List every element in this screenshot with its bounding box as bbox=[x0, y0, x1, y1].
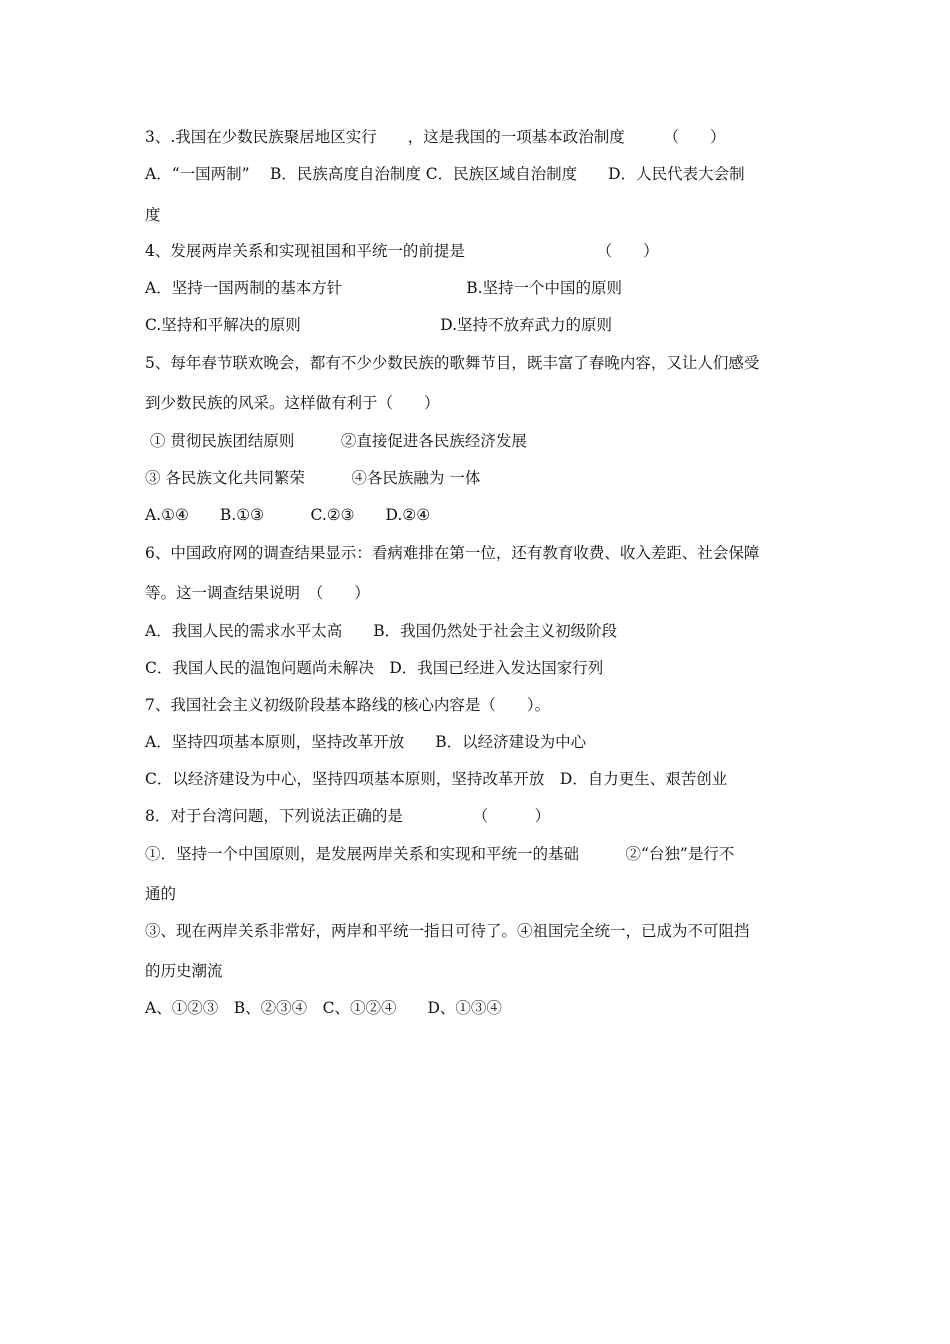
q5-stem: 5、每年春节联欢晚会，都有不少少数民族的歌舞节目，既丰富了春晚内容，又让人们感受 bbox=[145, 354, 760, 372]
q7-stem: 7、我国社会主义初级阶段基本路线的核心内容是（ ）。 bbox=[145, 696, 551, 714]
q6-stem-cont: 等。这一调查结果说明 （ ） bbox=[145, 584, 370, 602]
q4-stem: 4、发展两岸关系和实现祖国和平统一的前提是 （ ） bbox=[145, 242, 659, 260]
q8-statement-34: ③、现在两岸关系非常好，两岸和平统一指日可待了。④祖国完全统一，已成为不可阻挡 bbox=[145, 922, 750, 940]
q8-statement-12-cont: 通的 bbox=[145, 885, 177, 903]
q5-statements-34: ③ 各民族文化共同繁荣 ④各民族融为 一体 bbox=[145, 469, 481, 487]
q5-options: A.①④ B.①③ C.②③ D.②④ bbox=[145, 506, 431, 524]
q5-statements-12: ① 贯彻民族团结原则 ②直接促进各民族经济发展 bbox=[145, 432, 527, 450]
q7-options-cd: C．以经济建设为中心，坚持四项基本原则，坚持改革开放 D．自力更生、艰苦创业 bbox=[145, 770, 728, 788]
q7-options-ab: A．坚持四项基本原则，坚持改革开放 B．以经济建设为中心 bbox=[145, 733, 587, 751]
q8-statement-34-cont: 的历史潮流 bbox=[145, 962, 223, 980]
q6-options-ab: A．我国人民的需求水平太高 B．我国仍然处于社会主义初级阶段 bbox=[145, 622, 618, 640]
q4-options-ab: A．坚持一国两制的基本方针 B.坚持一个中国的原则 bbox=[145, 279, 623, 297]
q5-stem-cont: 到少数民族的风采。这样做有利于（ ） bbox=[145, 394, 440, 412]
q4-options-cd: C.坚持和平解决的原则 D.坚持不放弃武力的原则 bbox=[145, 316, 613, 334]
q6-stem: 6、中国政府网的调查结果显示：看病难排在第一位，还有教育收费、收入差距、社会保障 bbox=[145, 544, 760, 562]
q3-options-cont: 度 bbox=[145, 206, 161, 224]
q8-options: A、①②③ B、②③④ C、①②④ D、①③④ bbox=[145, 999, 502, 1017]
q8-stem: 8．对于台湾问题，下列说法正确的是 （ ） bbox=[145, 807, 551, 825]
q3-stem: 3、.我国在少数民族聚居地区实行 ，这是我国的一项基本政治制度 （ ） bbox=[145, 128, 726, 146]
q8-statement-12: ①．坚持一个中国原则，是发展两岸关系和实现和平统一的基础 ②“台独”是行不 bbox=[145, 845, 735, 863]
q3-options: A．“一国两制” B．民族高度自治制度 C．民族区域自治制度 D．人民代表大会制 bbox=[145, 165, 745, 183]
q6-options-cd: C．我国人民的温饱问题尚未解决 D．我国已经进入发达国家行列 bbox=[145, 659, 604, 677]
